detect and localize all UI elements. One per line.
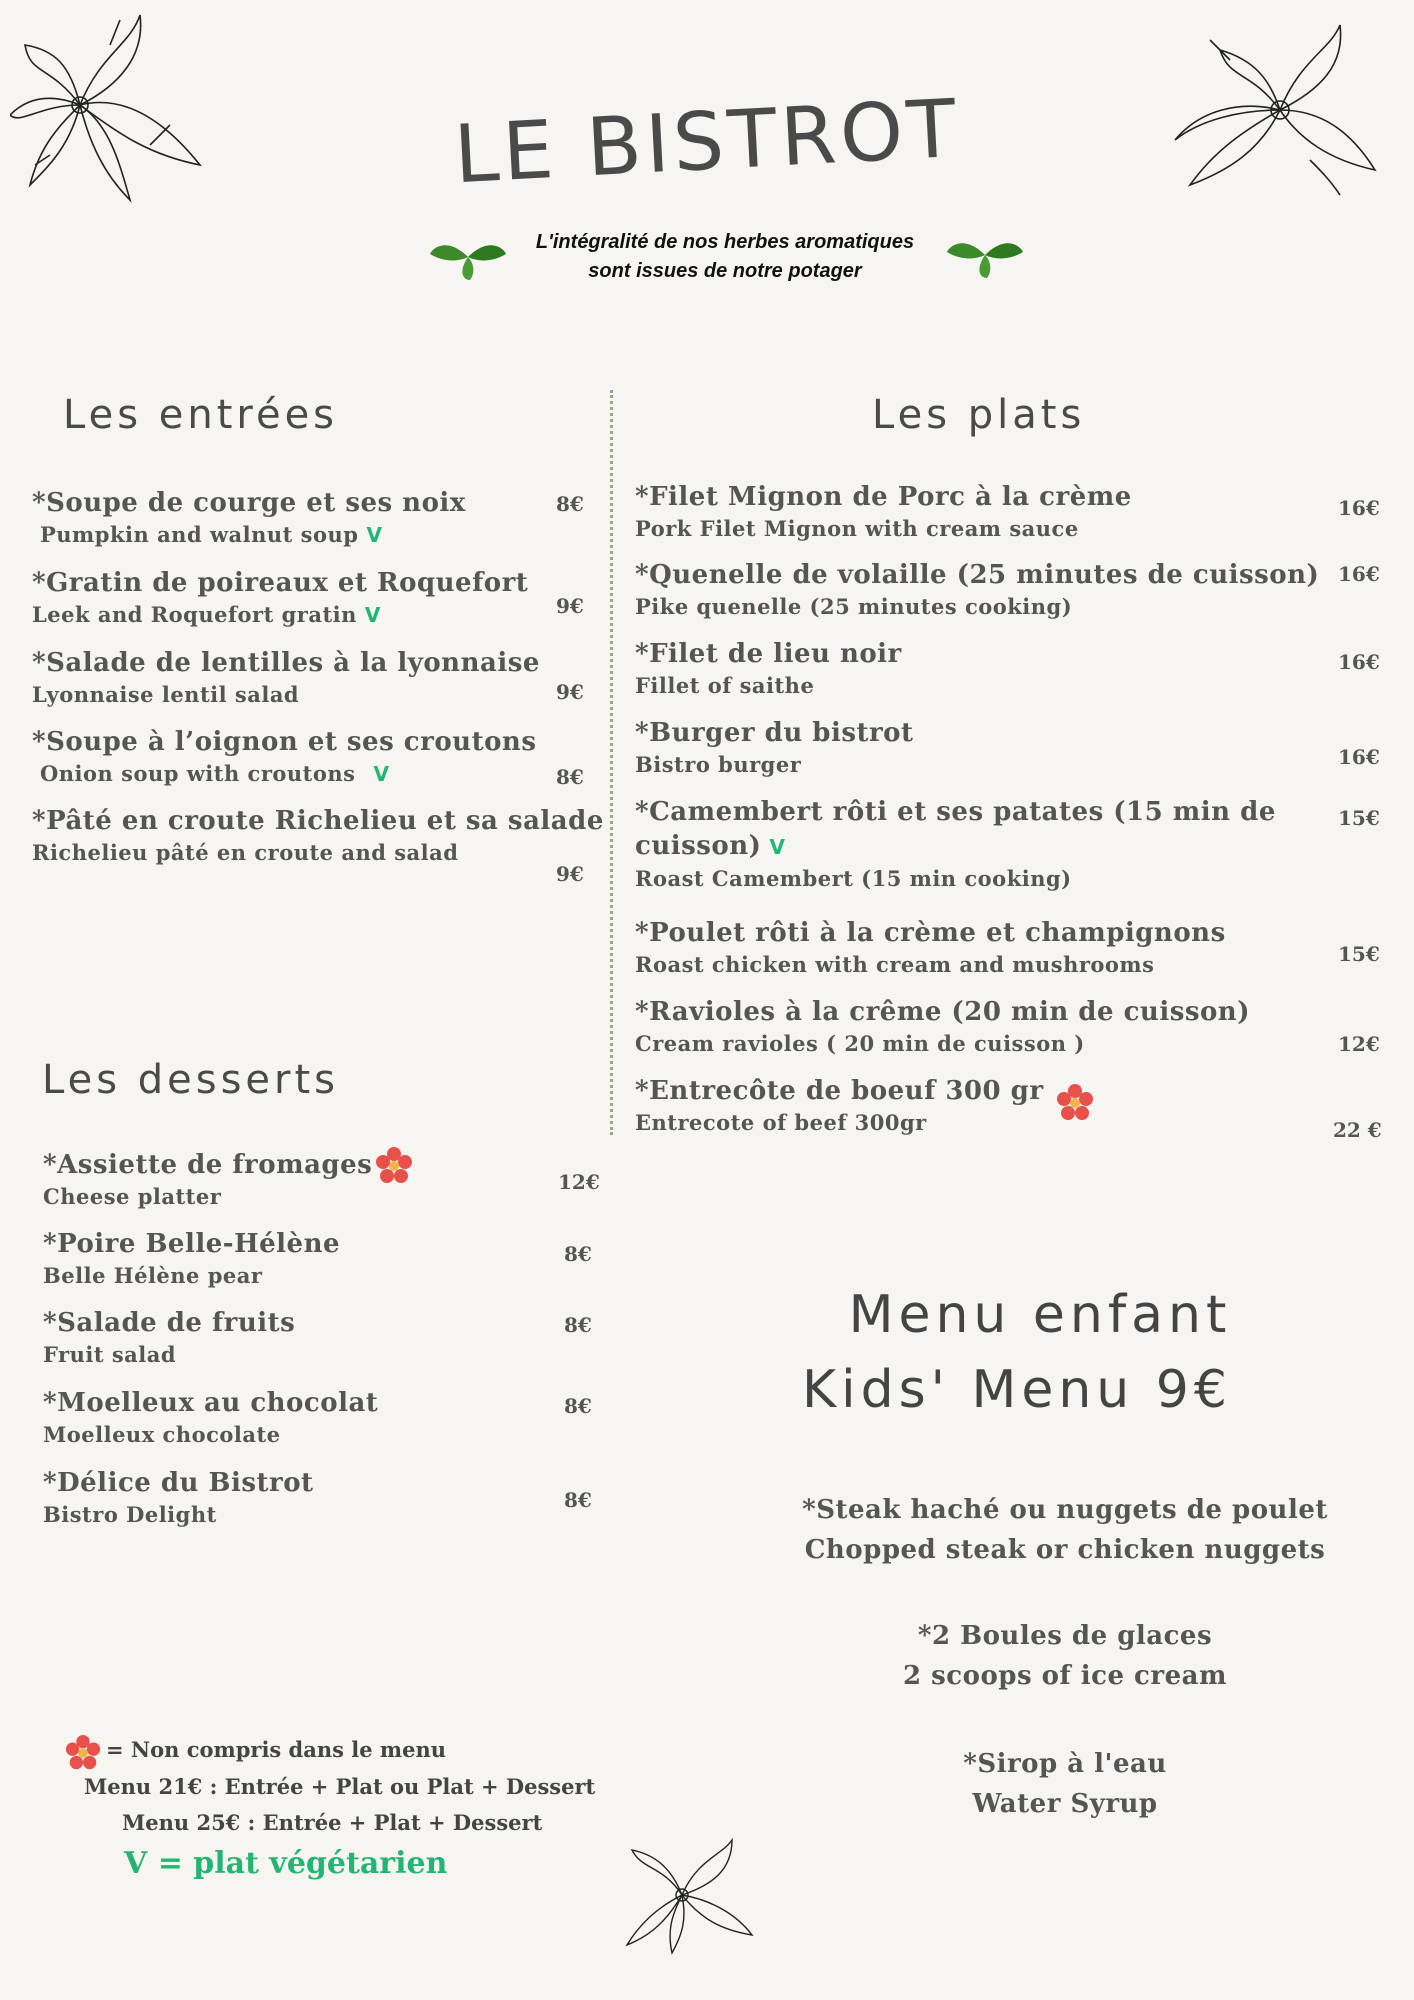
entree-item — [32, 486, 466, 550]
dessert-price: 12€ — [558, 1170, 600, 1194]
plat-price: 12€ — [1338, 1032, 1380, 1056]
entree-price: 8€ — [556, 765, 584, 789]
plat-name-fr: *Ravioles à la crême (20 min de cuisson) — [635, 997, 1251, 1027]
entree-price: 9€ — [556, 594, 584, 618]
restaurant-title-text: LE BISTROT — [451, 81, 963, 202]
herbs-note-line2: sont issues de notre potager — [588, 260, 862, 282]
plat-name-fr: *Burger du bistrot — [635, 718, 914, 748]
floral-illustration-bottom — [612, 1835, 757, 1955]
herbs-note — [480, 228, 970, 286]
vegetarian-badge: V — [373, 762, 390, 786]
dessert-item — [43, 1306, 295, 1370]
herbs-note-line1: L'intégralité de nos herbes aromatiques — [535, 231, 915, 253]
dessert-name-en: Belle Hélène pear — [43, 1263, 263, 1288]
dessert-name-fr: *Salade de fruits — [43, 1308, 296, 1338]
dessert-item — [43, 1148, 372, 1212]
column-divider — [610, 390, 613, 1135]
entree-item — [32, 566, 528, 630]
plat-item — [635, 480, 1132, 544]
kids-item-en: Water Syrup — [972, 1789, 1158, 1819]
dessert-item — [43, 1227, 340, 1291]
plat-name-fr: *Filet Mignon de Porc à la crème — [635, 482, 1132, 512]
entree-name-fr: *Soupe de courge et ses noix — [32, 488, 466, 518]
plat-name-fr: *Entrecôte de boeuf 300 gr — [635, 1076, 1044, 1106]
entree-name-fr: *Gratin de poireaux et Roquefort — [32, 568, 529, 598]
plat-price: 16€ — [1338, 562, 1380, 586]
entree-name-en: Leek and Roquefort gratin — [32, 602, 357, 627]
dessert-name-fr: *Délice du Bistrot — [43, 1468, 314, 1498]
dessert-name-en: Cheese platter — [43, 1184, 222, 1209]
kids-item-fr: *2 Boules de glaces — [917, 1621, 1213, 1651]
plats-title: Les plats — [872, 392, 1086, 438]
entree-item — [32, 804, 604, 868]
entree-name-fr: *Soupe à l’oignon et ses croutons — [32, 727, 537, 757]
dessert-item — [43, 1466, 314, 1530]
legend-menu-25: Menu 25€ : Entrée + Plat + Dessert — [122, 1810, 543, 1835]
entree-price: 8€ — [556, 492, 584, 516]
entrees-title: Les entrées — [63, 392, 339, 438]
dessert-price: 8€ — [564, 1242, 592, 1266]
kids-item-fr: *Steak haché ou nuggets de poulet — [802, 1495, 1328, 1525]
kids-item-en: Chopped steak or chicken nuggets — [804, 1535, 1326, 1565]
plat-price: 15€ — [1338, 942, 1380, 966]
kids-item-fr: *Sirop à l'eau — [963, 1749, 1167, 1779]
entree-price: 9€ — [556, 680, 584, 704]
plat-name-en: Cream ravioles ( 20 min de cuisson ) — [635, 1031, 1085, 1056]
kids-menu-title-fr: Menu enfant — [848, 1285, 1232, 1345]
entree-name-en: Pumpkin and walnut soup — [40, 522, 359, 547]
plat-name-fr: *Quenelle de volaille (25 minutes de cuisson) — [635, 560, 1320, 590]
legend-vegetarian: V = plat végétarien — [124, 1846, 448, 1881]
flower-icon — [374, 1146, 414, 1186]
desserts-title: Les desserts — [42, 1057, 340, 1103]
entree-name-fr: *Pâté en croute Richelieu et sa salade — [32, 806, 604, 836]
entree-item — [32, 646, 540, 710]
plat-name-en: Pike quenelle (25 minutes cooking) — [635, 594, 1073, 619]
plat-price: 22 € — [1333, 1118, 1382, 1142]
entree-name-en: Lyonnaise lentil salad — [32, 682, 300, 707]
entree-name-en: Richelieu pâté en croute and salad — [32, 840, 459, 865]
plat-name-en: Entrecote of beef 300gr — [635, 1110, 927, 1135]
plat-item — [635, 1074, 1044, 1138]
restaurant-title — [0, 81, 1414, 202]
plat-item — [635, 637, 902, 701]
plat-price: 16€ — [1338, 745, 1380, 769]
vegetarian-badge: V — [769, 835, 786, 859]
dessert-name-fr: *Poire Belle-Hélène — [43, 1229, 341, 1259]
plat-item — [635, 916, 1226, 980]
dessert-name-fr: *Assiette de fromages — [43, 1150, 373, 1180]
kids-menu-title-en: Kids' Menu 9€ — [802, 1360, 1232, 1420]
entree-name-en: Onion soup with croutons — [40, 761, 356, 786]
plat-name-en: Fillet of saithe — [635, 673, 815, 698]
dessert-price: 8€ — [564, 1488, 592, 1512]
plat-item — [635, 716, 914, 780]
dessert-price: 8€ — [564, 1394, 592, 1418]
dessert-name-fr: *Moelleux au chocolat — [43, 1388, 379, 1418]
plat-price: 16€ — [1338, 496, 1380, 520]
dessert-name-en: Bistro Delight — [43, 1502, 217, 1527]
dessert-price: 8€ — [564, 1313, 592, 1337]
legend-menu-21: Menu 21€ : Entrée + Plat ou Plat + Dessert — [84, 1774, 596, 1799]
vegetarian-badge: V — [366, 523, 383, 547]
plat-item — [635, 795, 1276, 894]
plat-name-fr-continued: cuisson) — [635, 831, 762, 861]
dessert-item — [43, 1386, 378, 1450]
plat-item — [635, 558, 1319, 622]
plat-name-en: Roast chicken with cream and mushrooms — [635, 952, 1155, 977]
plat-name-fr: *Filet de lieu noir — [635, 639, 902, 669]
entree-price: 9€ — [556, 862, 584, 886]
legend-flower-note: = Non compris dans le menu — [106, 1737, 447, 1762]
plat-name-fr: *Camembert rôti et ses patates (15 min de — [635, 797, 1276, 827]
flower-icon — [64, 1734, 102, 1772]
dessert-name-en: Moelleux chocolate — [43, 1422, 281, 1447]
entree-name-fr: *Salade de lentilles à la lyonnaise — [32, 648, 540, 678]
plat-name-fr: *Poulet rôti à la crème et champignons — [635, 918, 1226, 948]
flower-icon — [1055, 1083, 1095, 1123]
plat-name-en: Pork Filet Mignon with cream sauce — [635, 516, 1079, 541]
dessert-name-en: Fruit salad — [43, 1342, 177, 1367]
plat-name-en: Roast Camembert (15 min cooking) — [635, 866, 1072, 891]
plat-price: 16€ — [1338, 650, 1380, 674]
plat-price: 15€ — [1338, 806, 1380, 830]
entree-item — [32, 725, 536, 789]
plat-name-en: Bistro burger — [635, 752, 802, 777]
kids-item-en: 2 scoops of ice cream — [903, 1661, 1227, 1691]
vegetarian-badge: V — [364, 603, 381, 627]
plat-item — [635, 995, 1250, 1059]
